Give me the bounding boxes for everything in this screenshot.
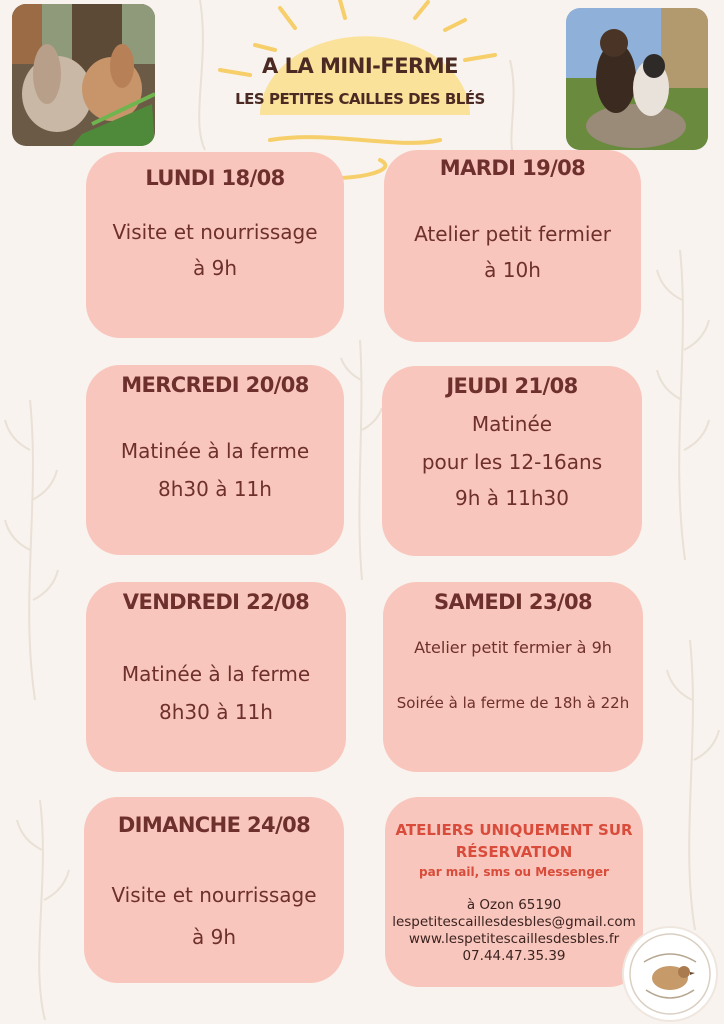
day-title: VENDREDI 22/08 [122,590,310,614]
card-mardi [384,150,641,342]
activity-line: Atelier petit fermier à 9h [414,638,612,657]
day-title: DIMANCHE 24/08 [117,813,311,837]
activity-line: Visite et nourrissage [112,220,318,244]
activity-line: Matinée à la ferme [120,439,310,463]
activity-line: pour les 12-16ans [421,450,603,474]
activity-line: Atelier petit fermier [414,222,611,246]
activity-line: à 9h [191,925,236,949]
day-title: MERCREDI 20/08 [121,373,309,397]
phone-number[interactable]: 07.44.47.35.39 [462,948,566,964]
activity-line: 8h30 à 11h [158,477,272,501]
activity-line: Soirée à la ferme de 18h à 22h [396,694,630,712]
email-link[interactable]: lespetitescaillesdesbles@gmail.com [392,914,636,930]
goats-photo [566,8,708,150]
day-title: LUNDI 18/08 [145,166,285,190]
activity-line: à 9h [192,256,237,280]
reservation-heading: ATELIERS UNIQUEMENT SUR [395,821,633,839]
page-title: A LA MINI-FERME [262,54,458,78]
day-title: MARDI 19/08 [439,156,586,180]
day-title: JEUDI 21/08 [446,374,578,398]
activity-line: Matinée à la ferme [121,662,311,686]
activity-line: Visite et nourrissage [111,883,317,907]
page-subtitle: LES PETITES CAILLES DES BLÉS [235,90,485,108]
card-reservation-info [385,797,643,987]
card-jeudi [382,366,642,556]
card-samedi [383,582,643,772]
quail-logo [624,928,716,1020]
rabbits-photo [12,4,155,146]
reservation-heading: RÉSERVATION [455,843,573,861]
website-link[interactable]: www.lespetitescaillesdesbles.fr [408,931,620,947]
card-dimanche [84,797,344,983]
day-title: SAMEDI 23/08 [433,590,593,614]
activity-line: à 10h [484,258,541,282]
card-lundi [86,152,344,338]
activity-line: Matinée [471,412,553,436]
activity-line: 8h30 à 11h [159,700,273,724]
card-mercredi [86,365,344,555]
activity-line: 9h à 11h30 [455,486,569,510]
card-vendredi [86,582,346,772]
location-text: à Ozon 65190 [466,897,562,913]
reservation-channels: par mail, sms ou Messenger [419,865,609,879]
